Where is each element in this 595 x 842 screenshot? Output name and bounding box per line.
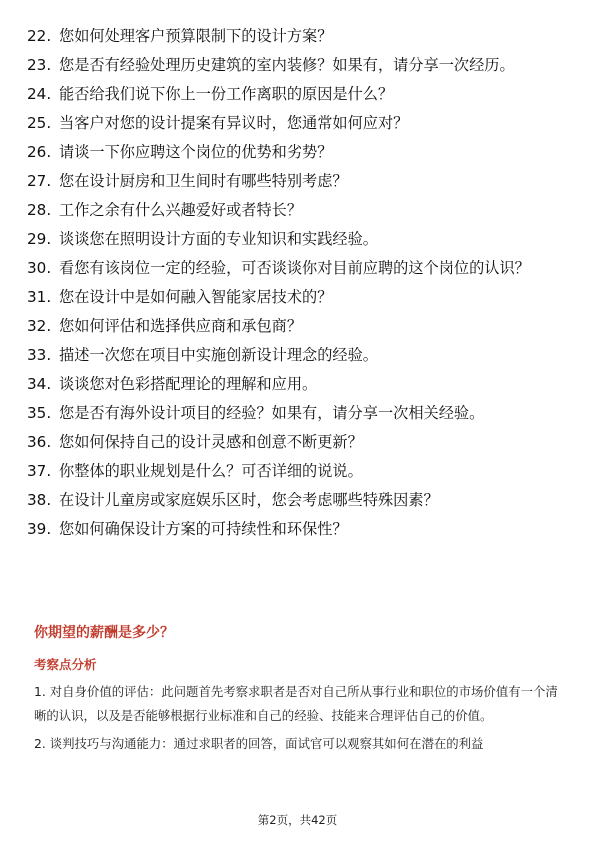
question-text: 谈谈您在照明设计方面的专业知识和实践经验。 [59, 230, 378, 248]
question-item [27, 314, 572, 339]
question-text: 谈谈您对色彩搭配理论的理解和应用。 [59, 375, 318, 393]
question-number: 24. [27, 85, 52, 103]
question-item [27, 24, 572, 49]
question-number: 34. [27, 375, 52, 393]
question-text: 您如何确保设计方案的可持续性和环保性？ [59, 520, 348, 538]
question-item [27, 198, 572, 223]
question-text: 您如何保持自己的设计灵感和创意不断更新？ [59, 433, 363, 451]
question-number: 35. [27, 404, 52, 422]
question-number: 37. [27, 462, 52, 480]
question-number: 25. [27, 114, 52, 132]
question-number: 31. [27, 288, 52, 306]
question-item [27, 285, 572, 310]
question-item [27, 517, 572, 542]
question-text: 您在设计中是如何融入智能家居技术的？ [59, 288, 333, 306]
question-item [27, 343, 572, 368]
section-heading: 你期望的薪酬是多少？ [34, 625, 174, 641]
analysis-point: 2. 谈判技巧与沟通能力：通过求职者的回答，面试官可以观察其如何在潜在的利益 [34, 736, 484, 751]
analysis-point: 1. 对自身价值的评估：此问题首先考察求职者是否对自己所从事行业和职位的市场价值有一个清晰的认识，以及是否能够根据行业标准和自己的经验、技能来合理评估自己的价值。 [34, 684, 558, 723]
question-number: 39. [27, 520, 52, 538]
question-text: 能否给我们说下你上一份工作离职的原因是什么？ [59, 85, 394, 103]
question-item [27, 430, 572, 455]
question-text: 您是否有海外设计项目的经验？如果有，请分享一次相关经验。 [59, 404, 485, 422]
question-item [27, 256, 572, 281]
analysis-list [34, 680, 566, 761]
question-item [27, 169, 572, 194]
question-text: 您在设计厨房和卫生间时有哪些特别考虑？ [59, 172, 348, 190]
question-number: 26. [27, 143, 52, 161]
question-number: 28. [27, 201, 52, 219]
question-text: 请谈一下你应聘这个岗位的优势和劣势？ [59, 143, 333, 161]
question-text: 您如何评估和选择供应商和承包商？ [59, 317, 302, 335]
question-text: 看您有该岗位一定的经验，可否谈谈你对目前应聘的这个岗位的认识？ [59, 259, 530, 277]
question-number: 22. [27, 27, 52, 45]
question-number: 27. [27, 172, 52, 190]
question-text: 描述一次您在项目中实施创新设计理念的经验。 [59, 346, 378, 364]
question-text: 当客户对您的设计提案有异议时，您通常如何应对？ [59, 114, 409, 132]
question-number: 38. [27, 491, 52, 509]
question-item [27, 53, 572, 78]
question-text: 在设计儿童房或家庭娱乐区时，您会考虑哪些特殊因素？ [59, 491, 439, 509]
question-item [27, 488, 572, 513]
question-item [27, 459, 572, 484]
question-item [27, 82, 572, 107]
question-text: 工作之余有什么兴趣爱好或者特长？ [59, 201, 302, 219]
question-text: 您如何处理客户预算限制下的设计方案？ [59, 27, 333, 45]
question-item [27, 372, 572, 397]
question-text: 你整体的职业规划是什么？可否详细的说说。 [59, 462, 363, 480]
question-item [27, 140, 572, 165]
question-number: 36. [27, 433, 52, 451]
analysis-heading: 考察点分析 [34, 657, 97, 672]
question-number: 32. [27, 317, 52, 335]
page-footer: 第2页，共42页 [257, 813, 338, 827]
question-item [27, 401, 572, 426]
question-item [27, 111, 572, 136]
question-text: 您是否有经验处理历史建筑的室内装修？如果有，请分享一次经历。 [59, 56, 515, 74]
question-number: 30. [27, 259, 52, 277]
question-list [27, 24, 572, 546]
question-number: 29. [27, 230, 52, 248]
question-item [27, 227, 572, 252]
question-number: 33. [27, 346, 52, 364]
question-number: 23. [27, 56, 52, 74]
